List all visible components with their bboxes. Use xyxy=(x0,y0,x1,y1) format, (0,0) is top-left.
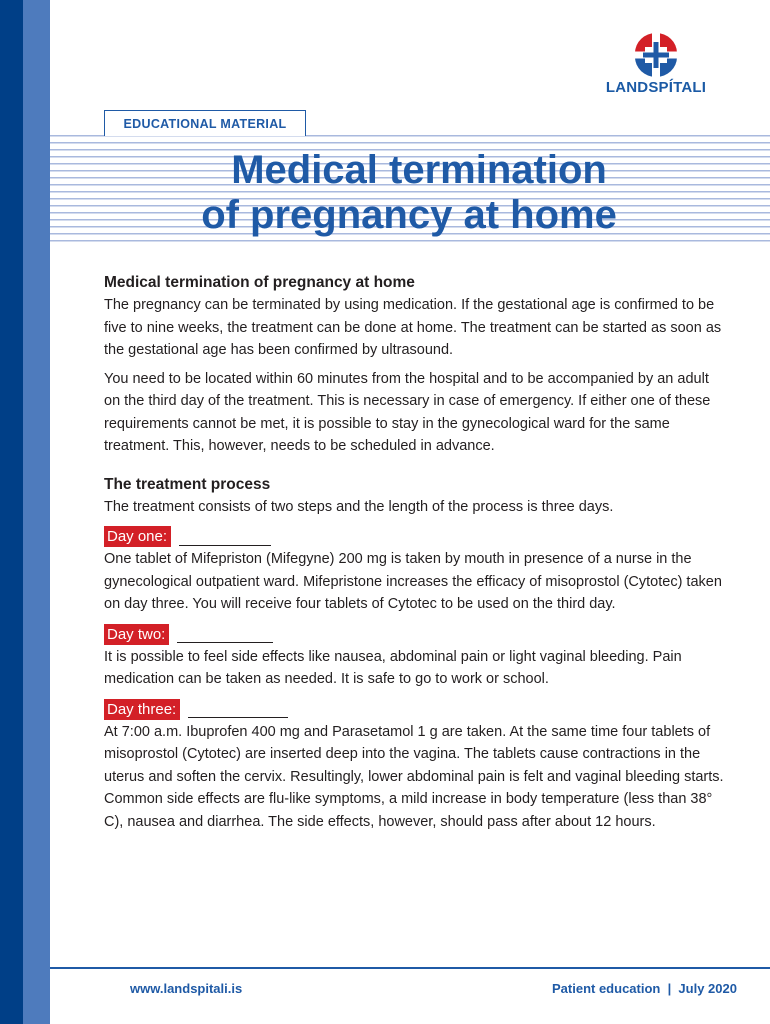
footer-divider xyxy=(50,967,770,969)
page-title xyxy=(50,148,770,238)
title-line-1: Medical termination xyxy=(231,148,607,192)
footer-publication-info: Patient education | July 2020 xyxy=(552,981,737,996)
day-two-blank-line xyxy=(177,641,273,643)
title-line-2: of pregnancy at home xyxy=(201,193,617,237)
day-three-text: At 7:00 a.m. Ibuprofen 400 mg and Parasetamol 1 g are taken. At the same time four tablets of misoprostol (Cytotec) are inserted deep into the vagina. The tablets cause contractions in the uterus and soften the cervix. Resultingly, lower abdominal pain is felt and vaginal bleeding starts. Common side effects are flu-like symptoms, a mild increase in body temperature (less than 38° C), nausea and diarrhea. The side effects, however, should pass after about 12 hours. xyxy=(104,723,724,830)
logo-text: LANDSPÍTALI xyxy=(605,79,707,96)
landspitali-logo xyxy=(596,33,716,103)
day-one-blank-line xyxy=(179,544,271,546)
intro-heading: Medical termination of pregnancy at home xyxy=(104,274,415,291)
tag-label: EDUCATIONAL MATERIAL xyxy=(123,117,287,131)
day-two-label: Day two: xyxy=(104,624,169,645)
day-three-blank-line xyxy=(188,716,288,718)
process-paragraph: The treatment consists of two steps and the length of the process is three days. xyxy=(104,498,614,515)
process-heading: The treatment process xyxy=(104,475,271,493)
left-sidebar-bar xyxy=(0,0,50,1024)
day-three-header xyxy=(104,699,724,721)
day-one-label: Day one: xyxy=(104,526,171,547)
day-one-text: One tablet of Mifepriston (Mifegyne) 200 mg is taken by mouth in presence of a nurse in the gynecological outpatient ward. Mifepristone increases the efficacy of misoprostol (Cytotec) taken on day three. You will receive four tablets of Cytotec to be used on the third day. xyxy=(104,551,722,612)
intro-paragraph-2: You need to be located within 60 minutes from the hospital and to be accompanied by an adult on the third day of the treatment. This is necessary in case of emergency. If either one of these requirements cannot be met, it is possible to stay in the gynecological ward for the same treatment. This, however, needs to be scheduled in advance. xyxy=(104,370,711,454)
educational-material-tag xyxy=(104,110,306,136)
cross-icon xyxy=(629,33,683,77)
day-one-header xyxy=(104,526,724,548)
day-two-header xyxy=(104,624,724,646)
day-two-text: It is possible to feel side effects like nausea, abdominal pain or light vaginal bleeding. Pain medication can be taken as needed. It is safe to go to work or school. xyxy=(104,648,682,687)
footer-website-link[interactable]: www.landspitali.is xyxy=(130,981,243,996)
intro-paragraph-1: The pregnancy can be terminated by using medication. If the gestational age is confirmed to be five to nine weeks, the treatment can be done at home. The treatment can be started as soon as the gestational age has been confirmed by ultrasound. xyxy=(104,297,722,358)
document-body xyxy=(104,272,724,839)
day-three-label: Day three: xyxy=(104,699,180,720)
